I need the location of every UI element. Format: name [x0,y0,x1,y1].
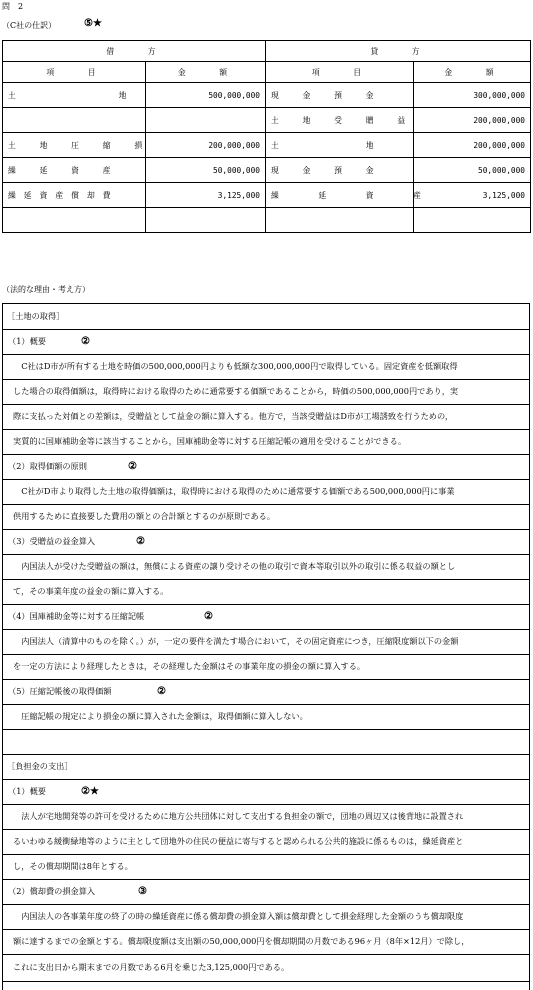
legal-row-text: これに支出日から期末までの月数である6月を乗じた3,125,000円である。 [13,962,290,972]
legal-row [3,529,529,555]
legal-row [3,854,529,880]
legal-row-text: 内国法人の各事業年度の終了の時の繰延資産に係る償却費の損金算入額は償却費として損金経理した金額のうち償却限度 [13,911,464,921]
legal-row-text: ［土地の取得］ [7,311,65,321]
legal-row [3,554,529,580]
score-mark: ②★ [81,786,99,797]
journal-table [2,40,531,233]
legal-row-text: （5）圧縮記帳後の取得価額 [8,686,112,696]
legal-row-text: （2）取得価額の原則 [8,461,87,471]
legal-row [3,829,529,855]
credit-item-header: 項 目 [266,62,414,83]
journal-row [3,158,531,183]
legal-row-text: C社がD市より取得した土地の取得価額は，取得時における取得のために通常要する価額である500,000,000円に事業 [13,486,455,496]
legal-row-text: 内国法人が受けた受贈益の額は，無償による資産の譲り受けその他の取引で資本等取引以外の取引に係る収益の額とし [13,561,456,571]
legal-row [3,754,529,780]
debit-amount: 200,000,000 [146,133,266,158]
credit-item: 繰 延 資 産 [266,183,414,208]
credit-item: 現 金 預 金 [266,158,414,183]
legal-row-text: 供用するために直接要した費用の額との合計額とするのが原則である。 [13,511,276,521]
debit-amount: 50,000,000 [146,158,266,183]
legal-row-text: （3）受贈益の益金算入 [8,536,96,546]
credit-amount: 3,125,000 [414,183,531,208]
credit-header: 貸 方 [266,41,531,62]
journal-side-header [3,41,531,62]
score-mark: ③ [138,886,147,897]
legal-row [3,579,529,605]
legal-row-text: （1）概要 [8,336,46,346]
journal-column-header [3,62,531,83]
legal-row-text: 際に支払った対価との差額は，受贈益として益金の額に算入する。他方で，当該受贈益はD市が工場誘致を行うための， [13,411,454,421]
legal-row-text: 内国法人（清算中のものを除く。）が，一定の要件を満たす場合において，その固定資産につき，圧縮限度額以下の金額 [13,636,459,646]
credit-amount-header: 金 額 [414,62,531,83]
legal-row-text: した場合の取得価額は，取得時における取得のために通常要する価額であることから，時価の500,000,000円であり，実 [13,386,459,396]
debit-amount [146,108,266,133]
legal-row [3,379,529,405]
legal-row [3,704,529,730]
score-mark: ⑤★ [84,18,102,29]
legal-row [3,604,529,630]
debit-header: 借 方 [3,41,266,62]
journal-row [3,83,531,108]
debit-item: 繰 延 資 産 [3,158,146,183]
legal-row-text: 実質的に国庫補助金等に該当することから，国庫補助金等に対する圧縮記帳の適用を受けることができる。 [13,436,407,446]
score-mark: ② [128,461,137,472]
credit-amount [414,208,531,233]
journal-row [3,108,531,133]
debit-item [3,108,146,133]
legal-row [3,504,529,530]
legal-row [3,654,529,680]
debit-amount: 3,125,000 [146,183,266,208]
legal-row [3,629,529,655]
legal-row [3,404,529,430]
legal-row [3,929,529,955]
legal-reason-box [2,303,530,990]
legal-row [3,954,529,982]
journal-row [3,133,531,158]
credit-item: 現 金 預 金 [266,83,414,108]
legal-row [3,879,529,905]
legal-row-text: C社はD市が所有する土地を時価の500,000,000円よりも低額な300,000,000円で取得している。固定資産を低額取得 [13,361,458,371]
legal-row [3,779,529,805]
credit-item: 土 地 [266,133,414,158]
legal-row [3,729,529,755]
credit-amount: 300,000,000 [414,83,531,108]
debit-amount-header: 金 額 [146,62,266,83]
legal-row-text: し，その償却期間は8年とする。 [13,861,133,871]
debit-item [3,208,146,233]
legal-row-text: るいわゆる緩衝緑地等のように主として団地外の住民の便益に寄与すると認められる公共的施設に係るものは，繰延資産と [13,836,464,846]
credit-amount: 200,000,000 [414,133,531,158]
debit-item-header: 項 目 [3,62,146,83]
score-mark: ② [136,536,145,547]
journal-row [3,183,531,208]
journal-row [3,208,531,233]
credit-item [266,208,414,233]
legal-row [3,479,529,505]
legal-row-text: 額に達するまでの金額とする。償却限度額は支出額の50,000,000円を償却期間の月数である96ヶ月（8年×12月）で除し， [13,936,470,946]
debit-item: 土 地 [3,83,146,108]
debit-amount: 500,000,000 [146,83,266,108]
score-mark: ② [81,336,90,347]
debit-item: 繰延資産償却費 [3,183,146,208]
credit-item: 土 地 受 贈 益 [266,108,414,133]
legal-row [3,429,529,455]
debit-item: 土 地 圧 縮 損 [3,133,146,158]
legal-row-text: を一定の方法により経理したときは，その経理した金額はその事業年度の損金の額に算入する。 [13,661,366,671]
credit-amount: 200,000,000 [414,108,531,133]
legal-row-text: て，その事業年度の益金の額に算入する。 [13,586,169,596]
legal-row [3,354,529,380]
score-mark: ② [204,611,213,622]
legal-row [3,304,529,330]
legal-reason-title: （法的な理由・考え方） [2,285,90,294]
legal-row-text: （1）概要 [8,786,46,796]
legal-row-text: 法人が宅地開発等の許可を受けるために地方公共団体に対して支出する負担金の額で，団地の周辺又は後背地に設置され [13,811,464,821]
legal-row [3,329,529,355]
legal-row [3,454,529,480]
score-mark: ② [157,686,166,697]
legal-row [3,804,529,830]
debit-amount [146,208,266,233]
legal-row [3,904,529,930]
section-label: （C社の仕訳） [2,21,57,30]
legal-row-text: 圧縮記帳の規定により損金の額に算入された金額は，取得価額に算入しない。 [13,711,308,721]
legal-row-text: （4）国庫補助金等に対する圧縮記帳 [8,611,145,621]
question-number: 問 2 [2,2,24,11]
legal-row [3,679,529,705]
legal-row-text: ［負担金の支出］ [7,761,73,771]
legal-row-text: （2）償却費の損金算入 [8,886,96,896]
credit-amount: 50,000,000 [414,158,531,183]
